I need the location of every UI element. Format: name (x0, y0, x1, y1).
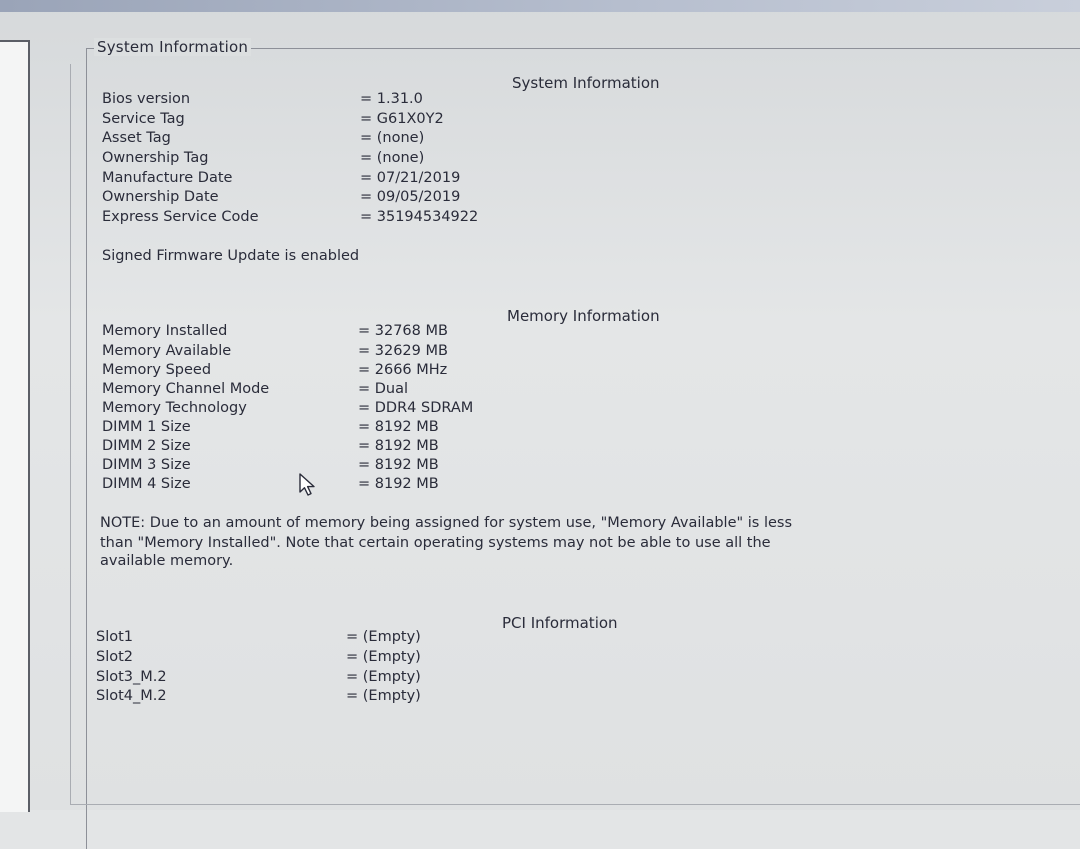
dimm-2-size-value: = 8192 MB (358, 438, 439, 454)
memory-technology-value: = DDR4 SDRAM (358, 400, 474, 416)
manufacture-date-value: = 07/21/2019 (360, 170, 461, 186)
memory-channel-mode-label: Memory Channel Mode (102, 381, 270, 397)
dimm-2-size-label: DIMM 2 Size (102, 438, 191, 454)
memory-note-line: NOTE: Due to an amount of memory being assigned for system use, "Memory Available" is less (100, 515, 793, 531)
service-tag-label: Service Tag (102, 111, 185, 127)
slot1-label: Slot1 (96, 629, 134, 645)
memory-note-line: than "Memory Installed". Note that certain operating systems may not be able to use all the (100, 535, 771, 551)
bios-version-value: = 1.31.0 (360, 91, 423, 107)
memory-available-value: = 32629 MB (358, 343, 448, 359)
memory-speed-label: Memory Speed (102, 362, 212, 378)
slot3-m2-value: = (Empty) (346, 669, 421, 685)
dimm-3-size-value: = 8192 MB (358, 457, 439, 473)
express-service-code-value: = 35194534922 (360, 209, 479, 225)
slot2-label: Slot2 (96, 649, 134, 665)
manufacture-date-label: Manufacture Date (102, 170, 233, 186)
slot3-m2-label: Slot3_M.2 (96, 669, 167, 685)
asset-tag-label: Asset Tag (102, 130, 171, 146)
ownership-tag-label: Ownership Tag (102, 150, 209, 166)
service-tag-value: = G61X0Y2 (360, 111, 444, 127)
left-navigation-panel[interactable] (0, 40, 30, 812)
asset-tag-value: = (none) (360, 130, 425, 146)
bios-version-label: Bios version (102, 91, 191, 107)
pci-information-heading: PCI Information (502, 614, 618, 632)
memory-available-label: Memory Available (102, 343, 232, 359)
groupbox-title: System Information (94, 38, 251, 56)
memory-speed-value: = 2666 MHz (358, 362, 448, 378)
dimm-1-size-value: = 8192 MB (358, 419, 439, 435)
dimm-4-size-value: = 8192 MB (358, 476, 439, 492)
signed-firmware-status: Signed Firmware Update is enabled (102, 248, 360, 264)
slot1-value: = (Empty) (346, 629, 421, 645)
dimm-3-size-label: DIMM 3 Size (102, 457, 191, 473)
memory-technology-label: Memory Technology (102, 400, 247, 416)
slot2-value: = (Empty) (346, 649, 421, 665)
memory-note-line: available memory. (100, 553, 234, 569)
ownership-date-value: = 09/05/2019 (360, 189, 461, 205)
slot4-m2-value: = (Empty) (346, 688, 421, 704)
window-top-strip (0, 0, 1080, 12)
express-service-code-label: Express Service Code (102, 209, 259, 225)
slot4-m2-label: Slot4_M.2 (96, 688, 167, 704)
memory-installed-label: Memory Installed (102, 323, 228, 339)
ownership-date-label: Ownership Date (102, 189, 219, 205)
mouse-pointer-icon (298, 473, 318, 497)
dimm-4-size-label: DIMM 4 Size (102, 476, 191, 492)
system-information-heading: System Information (512, 74, 660, 92)
memory-channel-mode-value: = Dual (358, 381, 409, 397)
ownership-tag-value: = (none) (360, 150, 425, 166)
memory-information-heading: Memory Information (507, 307, 660, 325)
dimm-1-size-label: DIMM 1 Size (102, 419, 191, 435)
memory-installed-value: = 32768 MB (358, 323, 448, 339)
